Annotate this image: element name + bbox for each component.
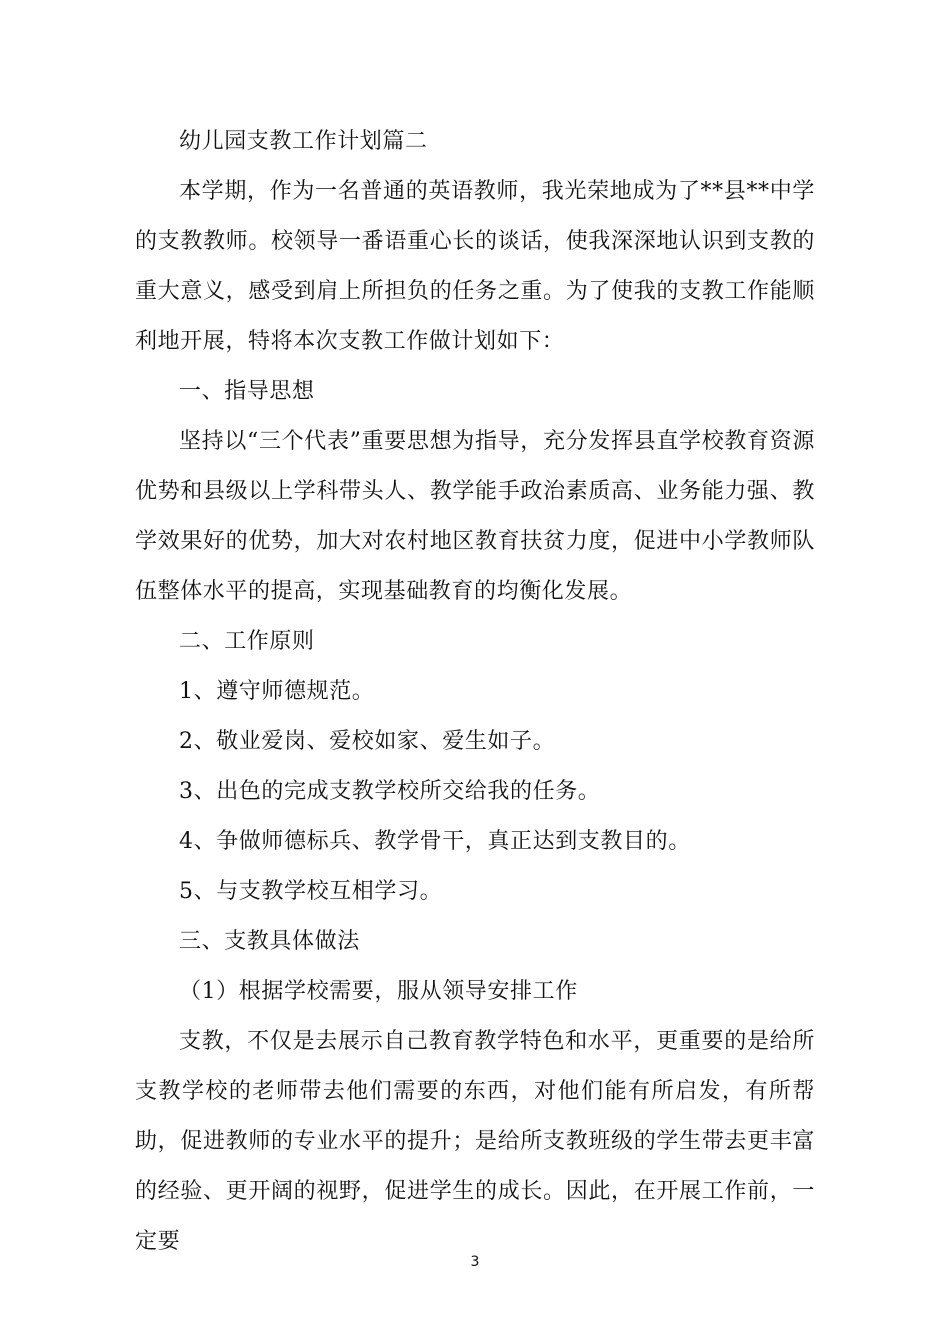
body-paragraph-guiding-thought: 坚持以“三个代表”重要思想为指导，充分发挥县直学校教育资源优势和县级以上学科带头人、教学能手政治素质高、业务能力强、教学效果好的优势，加大对农村地区教育扶贫力度，促进中小学教师队伍整体水平的提高，实现基础教育的均衡化发展。 <box>135 429 815 604</box>
principle-item-4: 4、争做师德标兵、教学骨干，真正达到支教目的。 <box>179 829 691 854</box>
section-heading-work-principles: 二、工作原则 <box>179 629 315 654</box>
subsection-heading-1: （1）根据学校需要，服从领导安排工作 <box>179 979 578 1004</box>
principle-item-5: 5、与支教学校互相学习。 <box>179 879 443 904</box>
body-paragraph-intro: 本学期，作为一名普通的英语教师，我光荣地成为了**县**中学的支教教师。校领导一番语重心长的谈话，使我深深地认识到支教的重大意义，感受到肩上所担负的任务之重。为了使我的支教工作能顺利地开展，特将本次支教工作做计划如下： <box>135 179 815 354</box>
document-body <box>135 117 815 1267</box>
principle-item-3: 3、出色的完成支教学校所交给我的任务。 <box>179 779 601 804</box>
section-heading-methods: 三、支教具体做法 <box>179 929 360 954</box>
principle-item-1: 1、遵守师德规范。 <box>179 679 375 704</box>
body-paragraph-methods: 支教，不仅是去展示自己教育教学特色和水平，更重要的是给所支教学校的老师带去他们需要的东西，对他们能有所启发，有所帮助，促进教师的专业水平的提升；是给所支教班级的学生带去更丰富的经验、更开阔的视野，促进学生的成长。因此，在开展工作前，一定要 <box>135 1029 815 1254</box>
principle-item-2: 2、敬业爱岗、爱校如家、爱生如子。 <box>179 729 556 754</box>
document-title: 幼儿园支教工作计划篇二 <box>179 129 428 154</box>
section-heading-guiding-thought: 一、指导思想 <box>179 379 315 404</box>
page-number: 3 <box>470 1254 480 1270</box>
